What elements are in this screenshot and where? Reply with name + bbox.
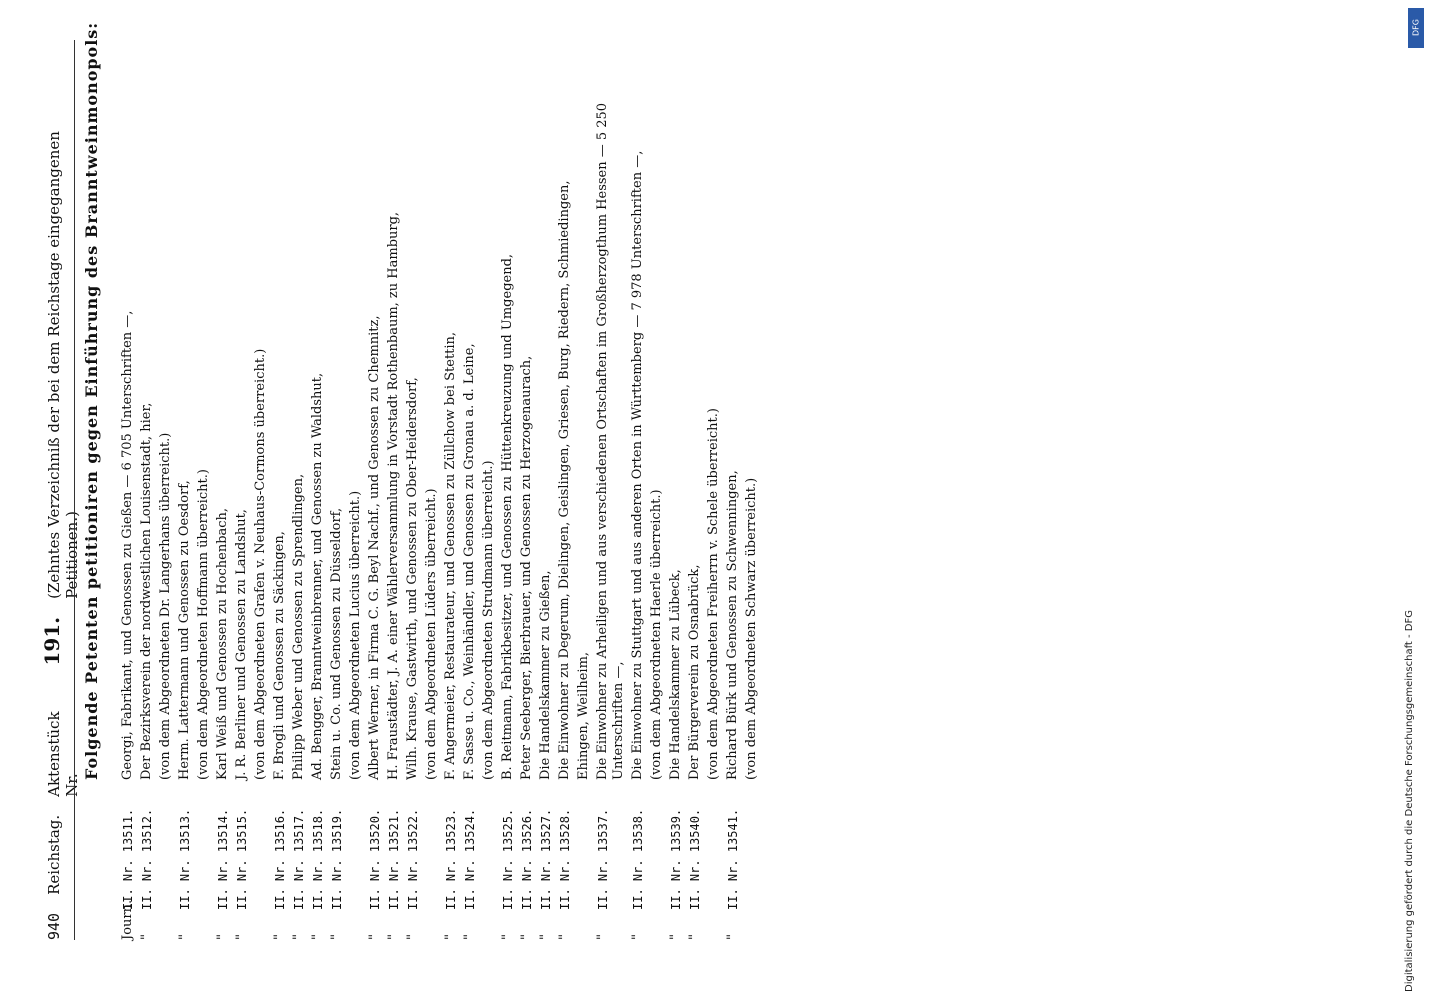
entry-text: (von dem Abgeordneten Haerle überreicht.) xyxy=(649,489,664,780)
entry-prefix xyxy=(706,910,722,940)
entry-text: (von dem Abgeordneten Lüders überreicht.) xyxy=(424,488,439,780)
entry-prefix xyxy=(744,910,760,940)
entry-reference xyxy=(744,780,760,910)
entry-reference: II. Nr. 13523. xyxy=(444,808,458,910)
entry-prefix: " xyxy=(367,934,382,940)
entry-reference: II. Nr. 13527. xyxy=(539,808,553,910)
entry-text: Der Bürgerverein zu Osnabrück, xyxy=(687,564,702,780)
petition-entry xyxy=(424,40,440,940)
petition-entry xyxy=(386,40,402,940)
entry-text: Peter Seeberger, Bierbrauer, und Genossen zu Herzogenaurach, xyxy=(519,355,534,780)
entry-reference: II. Nr. 13516. xyxy=(273,808,287,910)
entry-text: F. Angermeier, Restaurateur, und Genossen zu Züllchow bei Stettin, xyxy=(443,331,458,780)
entry-reference xyxy=(706,780,722,910)
petition-entry xyxy=(649,40,665,940)
petition-list xyxy=(120,40,763,940)
entry-reference: II. Nr. 13528. xyxy=(558,808,572,910)
document-number: 191. xyxy=(40,616,64,666)
entry-text: Herm. Lattermann und Genossen zu Oesdorf, xyxy=(177,480,192,780)
petition-entry xyxy=(687,40,703,940)
header-rule xyxy=(74,40,75,940)
petition-entry xyxy=(462,40,478,940)
entry-prefix: " xyxy=(630,934,645,940)
entry-prefix: " xyxy=(557,934,572,940)
entry-text: B. Reitmann, Fabrikbesitzer, und Genossen zu Hüttenkreuzung und Umgegend, xyxy=(500,253,515,780)
entry-text: Philipp Weber und Genossen zu Sprendlingen, xyxy=(291,473,306,780)
document-label: Aktenstück Nr. xyxy=(45,711,81,797)
entry-prefix: " xyxy=(405,934,420,940)
entry-text: (von dem Abgeordneten Freiherrn v. Schele überreicht.) xyxy=(706,408,721,780)
petition-entry xyxy=(348,40,364,940)
entry-prefix xyxy=(158,910,174,940)
credit-text: Digitalisierung gefördert durch die Deutsche Forschungsgemeinschaft - DFG xyxy=(1404,609,1415,992)
entry-text: Ad. Bengger, Branntweinbrenner, und Genossen zu Waldshut, xyxy=(310,372,325,780)
entry-text: (von dem Abgeordneten Dr. Langerhans überreicht.) xyxy=(158,432,173,780)
petition-entry xyxy=(538,40,554,940)
entry-prefix xyxy=(253,910,269,940)
petition-entry xyxy=(310,40,326,940)
entry-reference: II. Nr. 13515. xyxy=(235,808,249,910)
entry-text: (von dem Abgeordneten Hoffmann überreicht.) xyxy=(196,469,211,780)
entry-prefix: " xyxy=(519,934,534,940)
entry-reference: II. Nr. 13521. xyxy=(387,808,401,910)
entry-reference: II. Nr. 13538. xyxy=(631,808,645,910)
section-title: Folgende Petenten petitioniren gegen Einführung des Branntweinmonopols: xyxy=(82,21,101,780)
entry-reference: II. Nr. 13520. xyxy=(368,808,382,910)
petition-entry xyxy=(595,40,627,940)
entry-prefix: " xyxy=(668,934,683,940)
page-number: 940 xyxy=(45,912,63,940)
entry-text: J. R. Berliner und Genossen zu Landshut, xyxy=(234,509,249,780)
entry-text: Der Bezirksverein der nordwestlichen Louisenstadt, hier, xyxy=(139,402,154,780)
entry-prefix: " xyxy=(595,934,610,940)
petition-entry xyxy=(329,40,345,940)
petition-entry xyxy=(234,40,250,940)
petition-entry xyxy=(481,40,497,940)
entry-text: Die Handelskammer zu Lübeck, xyxy=(668,569,683,780)
dfg-logo: DFG xyxy=(1408,8,1424,48)
entry-text: F. Brogli und Genossen zu Säckingen, xyxy=(272,531,287,780)
entry-text: Georgi, Fabrikant, und Genossen zu Gießen — 6 705 Unterschriften —, xyxy=(120,310,135,780)
entry-prefix: " xyxy=(139,934,154,940)
entry-text: Stein u. Co. und Genossen zu Düsseldorf, xyxy=(329,507,344,780)
entry-text: (von dem Abgeordneten Lucius überreicht.) xyxy=(348,490,363,780)
entry-text: Richard Bürk und Genossen zu Schwenningen, xyxy=(725,470,740,780)
petition-entry xyxy=(744,40,760,940)
entry-text: (von dem Abgeordneten Strudmann überreicht.) xyxy=(481,460,496,780)
entry-reference xyxy=(649,780,665,910)
entry-reference: II. Nr. 13524. xyxy=(463,808,477,910)
entry-prefix: " xyxy=(443,934,458,940)
petition-entry xyxy=(253,40,269,940)
entry-prefix: " xyxy=(215,934,230,940)
entry-reference xyxy=(158,780,174,910)
entry-text: Wilh. Krause, Gastwirth, und Genossen zu Ober-Heidersdorf, xyxy=(405,377,420,780)
entry-text: Die Handelskammer zu Gießen, xyxy=(538,570,553,780)
digitization-credit xyxy=(1404,8,1424,992)
petition-entry xyxy=(120,40,136,940)
entry-prefix xyxy=(424,910,440,940)
petition-entry xyxy=(177,40,193,940)
entry-prefix: " xyxy=(538,934,553,940)
entry-reference: II. Nr. 13517. xyxy=(292,808,306,910)
entry-reference: II. Nr. 13519. xyxy=(330,808,344,910)
page-header xyxy=(40,40,81,940)
petition-entry xyxy=(158,40,174,940)
entry-prefix: Journ. xyxy=(120,899,135,940)
entry-prefix: " xyxy=(272,934,287,940)
entry-text: Albert Werner, in Firma C. G. Beyl Nachf., und Genossen zu Chemnitz, xyxy=(367,315,382,780)
petition-entry xyxy=(557,40,573,940)
entry-reference xyxy=(481,780,497,910)
entry-prefix: " xyxy=(386,934,401,940)
entry-prefix: " xyxy=(329,934,344,940)
entry-prefix xyxy=(576,910,592,940)
entry-text: Die Einwohner zu Stuttgart und aus anderen Orten in Württemberg — 7 978 Unterschriften —, xyxy=(630,150,645,780)
entry-text: Die Einwohner zu Arheiligen und aus verschiedenen Ortschaften im Großherzogthum Hessen — 5 250 Unterschriften —, xyxy=(595,102,626,780)
entry-reference: II. Nr. 13537. xyxy=(596,808,610,910)
entry-reference xyxy=(576,780,592,910)
entry-reference: II. Nr. 13518. xyxy=(311,808,325,910)
petition-entry xyxy=(215,40,231,940)
entry-text: H. Fraustädter, J. A. einer Wählerversammlung in Vorstadt Rothenbaum, zu Hamburg, xyxy=(386,211,401,780)
petition-entry xyxy=(500,40,516,940)
entry-text: Ehingen, Weilheim, xyxy=(576,651,591,780)
entry-prefix: " xyxy=(725,934,740,940)
entry-prefix xyxy=(196,910,212,940)
entry-reference xyxy=(196,780,212,910)
entry-reference: II. Nr. 13514. xyxy=(216,808,230,910)
entry-prefix xyxy=(481,910,497,940)
entry-prefix: " xyxy=(500,934,515,940)
petition-entry xyxy=(405,40,421,940)
petition-entry xyxy=(706,40,722,940)
institution-name: Reichstag. xyxy=(45,814,63,895)
entry-prefix: " xyxy=(310,934,325,940)
entry-reference xyxy=(253,780,269,910)
entry-prefix: " xyxy=(687,934,702,940)
entry-reference: II. Nr. 13539. xyxy=(669,808,683,910)
entry-reference: II. Nr. 13541. xyxy=(726,808,740,910)
petition-entry xyxy=(630,40,646,940)
petition-entry xyxy=(139,40,155,940)
entry-text: (von dem Abgeordneten Schwarz überreicht.) xyxy=(744,477,759,780)
entry-prefix: " xyxy=(291,934,306,940)
entry-text: (von dem Abgeordneten Grafen v. Neuhaus-Cormons überreicht.) xyxy=(253,348,268,780)
entry-reference: II. Nr. 13522. xyxy=(406,808,420,910)
petition-entry xyxy=(519,40,535,940)
entry-prefix: " xyxy=(462,934,477,940)
petition-entry xyxy=(725,40,741,940)
entry-prefix: " xyxy=(234,934,249,940)
entry-reference: II. Nr. 13525. xyxy=(501,808,515,910)
entry-reference xyxy=(424,780,440,910)
entry-reference: II. Nr. 13511. xyxy=(121,808,135,910)
petition-entry xyxy=(272,40,288,940)
entry-prefix xyxy=(348,910,364,940)
entry-prefix xyxy=(649,910,665,940)
entry-reference xyxy=(348,780,364,910)
entry-reference: II. Nr. 13540. xyxy=(688,808,702,910)
petition-entry xyxy=(196,40,212,940)
petition-entry xyxy=(668,40,684,940)
petition-entry xyxy=(291,40,307,940)
entry-text: Karl Weiß und Genossen zu Hochenbach, xyxy=(215,507,230,780)
entry-reference: II. Nr. 13526. xyxy=(520,808,534,910)
document-subtitle: (Zehntes Verzeichniß der bei dem Reichstage eingegangenen Petitionen.) xyxy=(45,131,81,599)
entry-text: F. Sasse u. Co., Weinhändler, und Genossen zu Gronau a. d. Leine, xyxy=(462,343,477,780)
entry-prefix: " xyxy=(177,934,192,940)
entry-reference: II. Nr. 13512. xyxy=(140,808,154,910)
petition-entry xyxy=(443,40,459,940)
petition-entry xyxy=(367,40,383,940)
entry-reference: II. Nr. 13513. xyxy=(178,808,192,910)
petition-entry xyxy=(576,40,592,940)
entry-text: Die Einwohner zu Degerum, Dielingen, Geislingen, Griesen, Burg, Riedern, Schmiedingen, xyxy=(557,180,572,780)
